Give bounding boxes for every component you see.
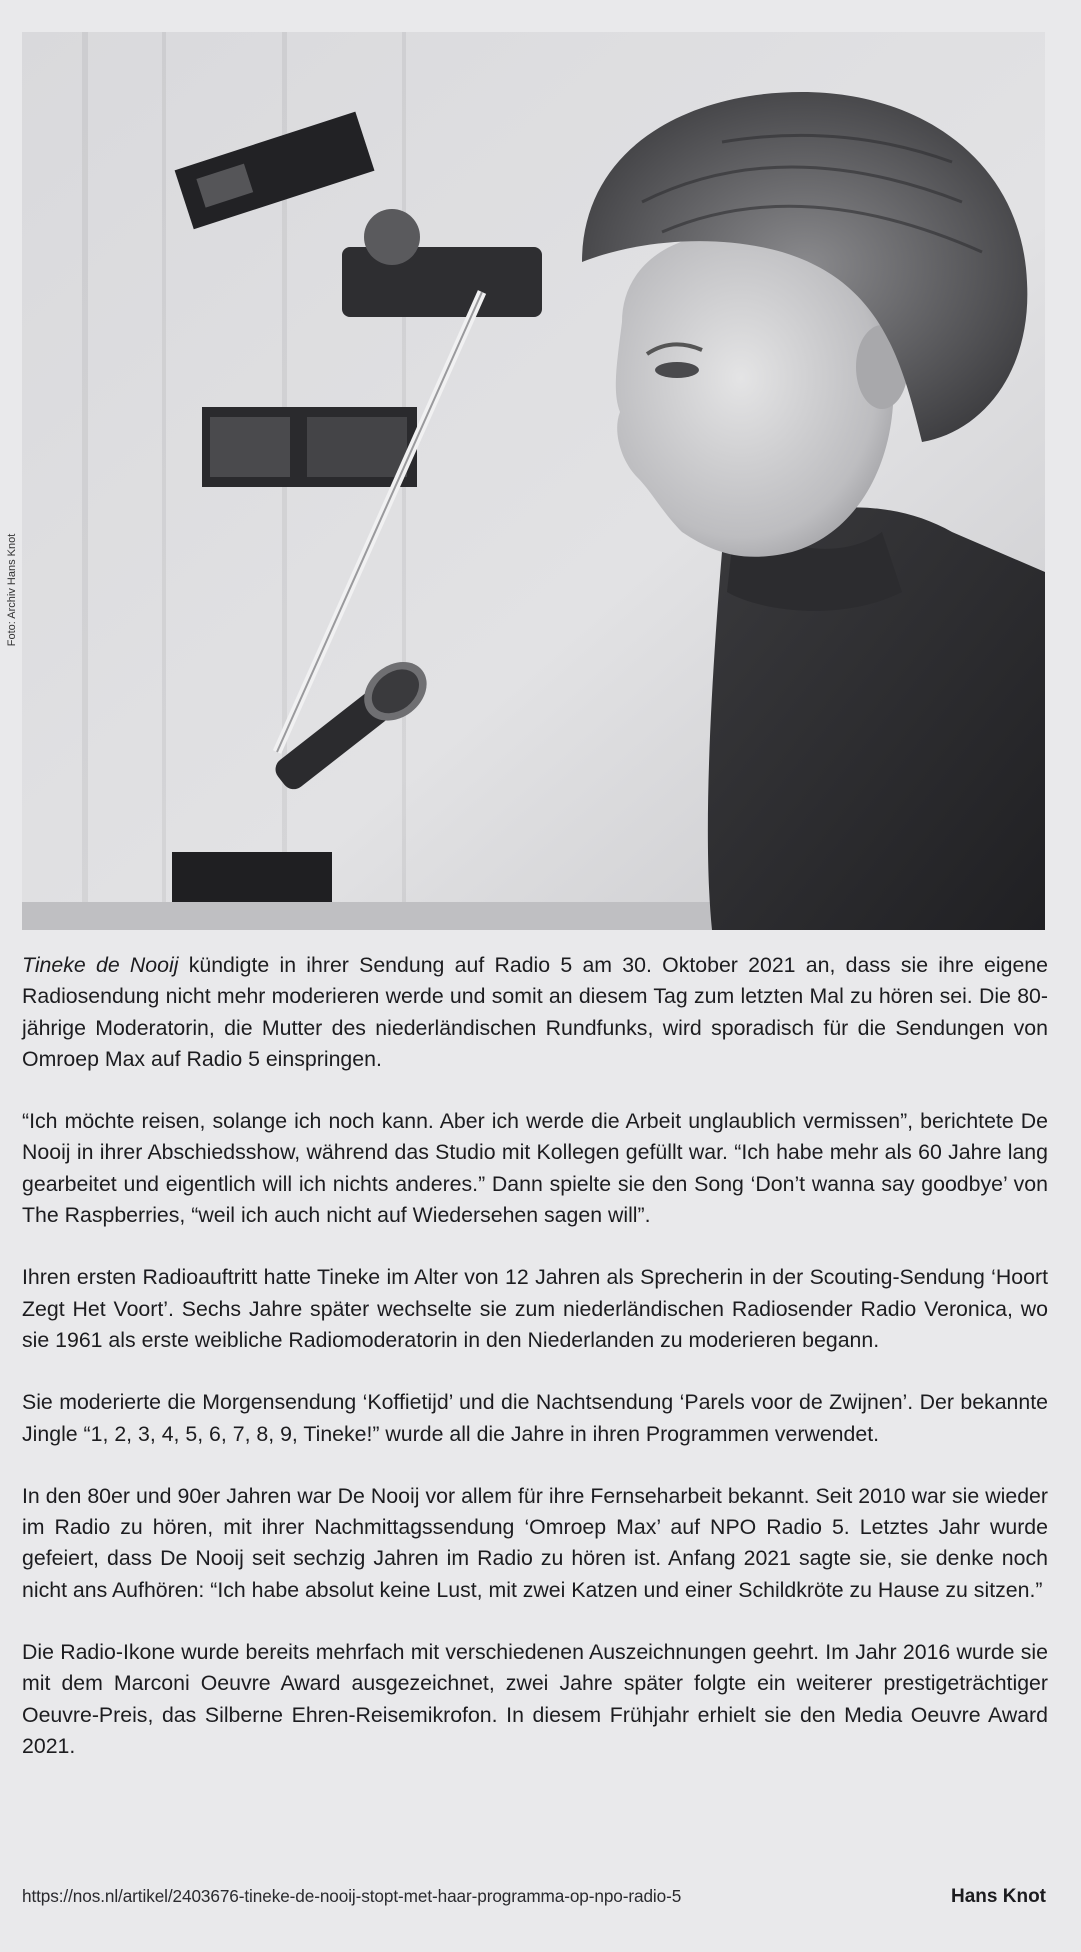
paragraph-1-text: kündigte in ihrer Sendung auf Radio 5 am 30. Oktober 2021 an, dass sie ihre eigene Radiosendung nicht mehr moderieren werde und somit an diesem Tag zum letzten Mal zu hören sei. Die 80-jährige Moderatorin, die Mutter des niederländischen Rundfunks, wird sporadisch für die Sendungen von Omroep Max auf Radio 5 einspringen. bbox=[22, 953, 1049, 1071]
paragraph-2: “Ich möchte reisen, solange ich noch kann. Aber ich werde die Arbeit unglaublich vermissen”, berichtete De Nooij in ihrer Abschiedsshow, während das Studio mit Kollegen gefüllt war. “Ich habe mehr als 60 Jahre lang gearbeitet und eigentlich will ich nichts anderes.” Dann spielte sie den Song ‘Don’t wanna say goodbye’ von The Raspberries, “weil ich auch nicht auf Wiedersehen sagen will”. bbox=[22, 1109, 1048, 1228]
lead-name: Tineke de Nooij bbox=[22, 953, 179, 977]
paragraph-4: Sie moderierte die Morgensendung ‘Koffietijd’ und die Nachtsendung ‘Parels voor de Zwijnen’. Der bekannte Jingle “1, 2, 3, 4, 5, 6, 7, 8, 9, Tineke!” wurde all die Jahre in ihren Programmen verwendet. bbox=[22, 1390, 1048, 1446]
author-name: Hans Knot bbox=[951, 1886, 1046, 1907]
paragraph-6: Die Radio-Ikone wurde bereits mehrfach mit verschiedenen Auszeichnungen geehrt. Im Jahr 2016 wurde sie mit dem Marconi Oeuvre Award ausgezeichnet, zwei Jahre später folgte ein weiterer prestigeträchtiger Oeuvre-Preis, das Silberne Ehren-Reisemikrofon. In diesem Frühjahr erhielt sie den Media Oeuvre Award 2021. bbox=[22, 1640, 1048, 1758]
source-url: https://nos.nl/artikel/2403676-tineke-de-nooij-stopt-met-haar-programma-op-npo-radio-5 bbox=[22, 1886, 682, 1906]
article-footer bbox=[22, 1886, 1046, 1916]
photo-credit: Foto: Archiv Hans Knot bbox=[6, 533, 18, 647]
paragraph-1 bbox=[22, 950, 1048, 1075]
photo-illustration bbox=[22, 32, 1045, 930]
paragraph-3: Ihren ersten Radioauftritt hatte Tineke im Alter von 12 Jahren als Sprecherin in der Scouting-Sendung ‘Hoort Zegt Het Voort’. Sechs Jahre später wechselte sie zum niederländischen Radiosender Radio Veronica, wo sie 1961 als erste weibliche Radiomoderatorin in den Niederlanden zu moderieren begann. bbox=[22, 1265, 1048, 1352]
portrait-photo bbox=[22, 32, 1045, 930]
paragraph-5: In den 80er und 90er Jahren war De Nooij vor allem für ihre Fernseharbeit bekannt. Seit 2010 war sie wieder im Radio zu hören, mit ihrer Nachmittagssendung ‘Omroep Max’ auf NPO Radio 5. Letztes Jahr wurde gefeiert, dass De Nooij seit sechzig Jahren im Radio zu hören ist. Anfang 2021 sagte sie, sie denke noch nicht ans Aufhören: “Ich habe absolut keine Lust, mit zwei Katzen und einer Schildkröte zu Hause zu sitzen.” bbox=[22, 1483, 1048, 1602]
article-body bbox=[22, 950, 1048, 1762]
